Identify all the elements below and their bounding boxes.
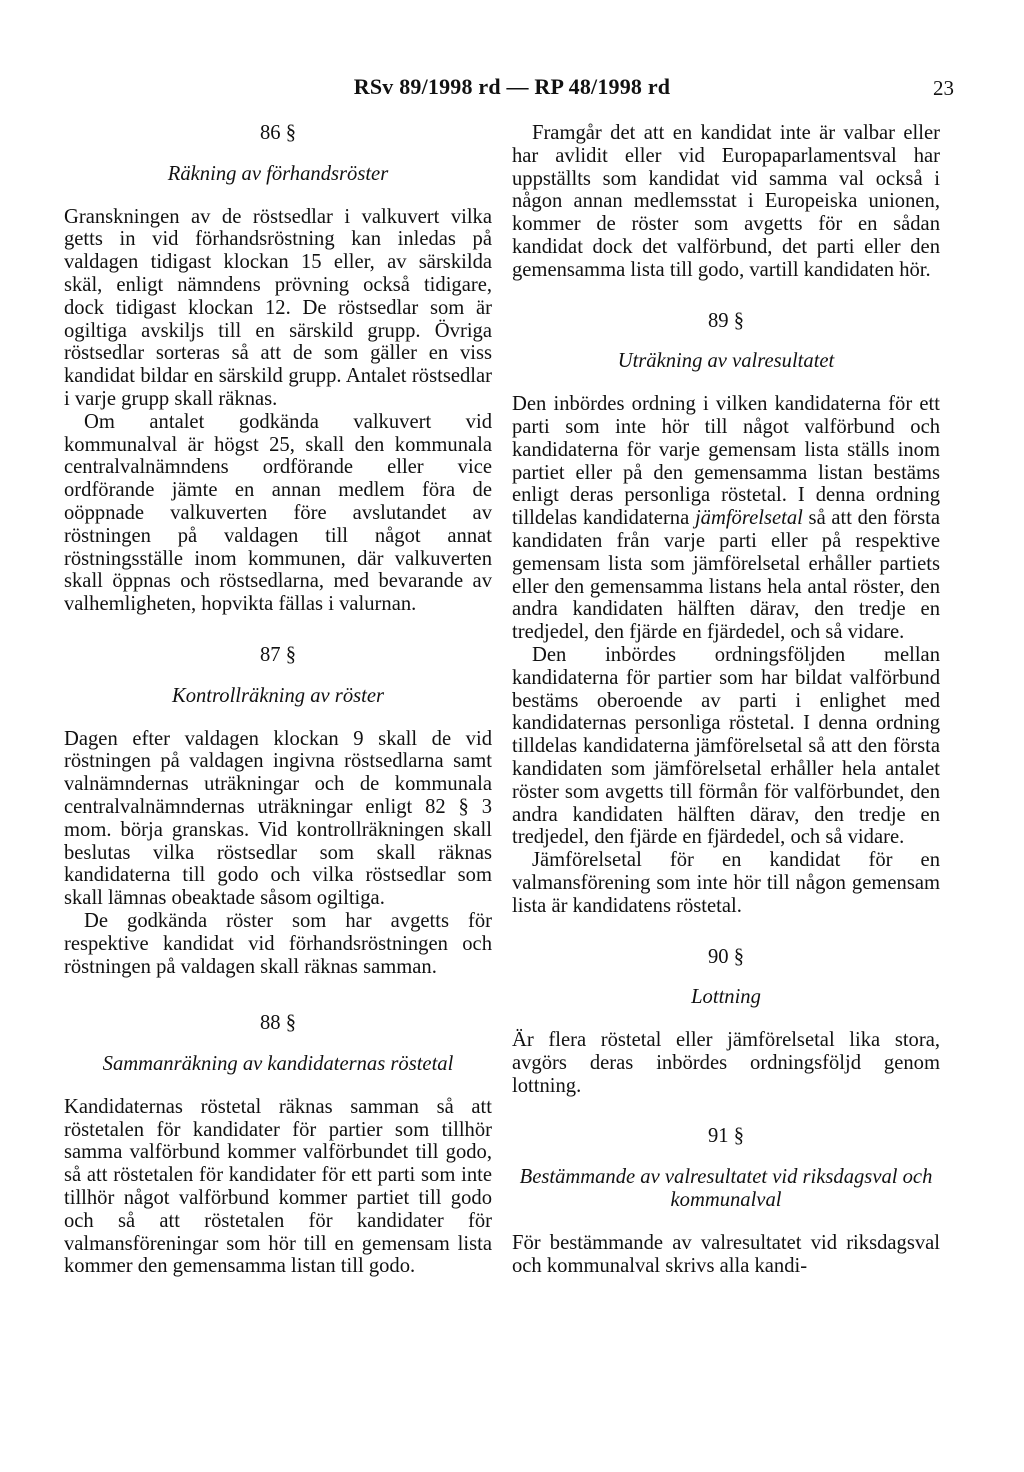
paragraph: Framgår det att en kandidat inte är valbar eller har avlidit eller vid Europaparlamentsval har uppställts som kandidat vid samma val också i någon annan medlemsstat i Europeiska unionen, kommer de röster som avgetts för en sådan kandidat dock det valförbund, det parti eller den gemensamma lista till godo, vartill kandidaten hör. (512, 122, 940, 281)
right-column (512, 122, 940, 1277)
section-heading: Bestämmande av valresultatet vid riksdagsval och kommunalval (519, 1166, 933, 1212)
section-number: 91 § (707, 1125, 745, 1148)
paragraph: Är flera röstetal eller jämförelsetal lika stora, avgörs deras inbördes ordningsföljd genom lottning. (512, 1029, 940, 1097)
section-90 (512, 946, 940, 1098)
section-number: 90 § (707, 945, 745, 968)
running-head: RSv 89/1998 rd — RP 48/1998 rd (353, 74, 671, 99)
paragraph: Om antalet godkända valkuvert vid kommunalval är högst 25, skall den kommunala centralvalnämndens ordförande eller vice ordförande jämte en annan medlem föra de oöppnade valkuverten före avslutandet av röstningen på valdagen till något annat röstningsställe inom kommunen, där valkuverten skall öppnas och röstsedlarna, med bevarande av valhemligheten, hopvikta fällas i valurnan. (64, 410, 492, 616)
section-89 (512, 310, 940, 918)
section-number: 88 § (259, 1012, 297, 1035)
section-number: 89 § (707, 309, 745, 332)
section-heading: Räkning av förhandsröster (167, 162, 389, 185)
section-91 (512, 1125, 940, 1277)
paragraph-text: Den inbördes ordning i vilken kandidaterna för ett parti som inte hör till något valförbund och kandidaterna för varje gemensam lista ställs inom partiet eller på den gemensamma listan bestäms enligt deras personliga röstetal. I denna ordning tilldelas kandidaterna (512, 393, 940, 530)
section-86 (64, 122, 492, 616)
paragraph: Kandidaternas röstetal räknas samman så att röstetalen för kandidater för partier som tillhör samma valförbund kommer valförbundet till godo, så att röstetalen för kandidater för ett parti som inte tillhör något valförbund kommer partiet till godo och så att röstetalen för kandidater för valmansföreningar som hör till en gemensam lista kommer den gemensamma listan till godo. (64, 1095, 492, 1278)
paragraph: För bestämmande av valresultatet vid riksdagsval och kommunalval skrivs alla kandi- (512, 1231, 940, 1277)
paragraph: Den inbördes ordningsföljden mellan kandidaterna för partier som har bildat valförbund bestäms oberoende av parti i enlighet med kandidaternas personliga röstetal. I denna ordning tilldelas kandidaterna jämförelsetal så att den första kandidaten som jämförelsetal erhåller hela antalet röster som avgetts till förmån för valförbundet, den andra kandidaten hälften därav, den tredje en tredjedel, den fjärde en fjärdedel, och så vidare. (512, 643, 940, 849)
paragraph-text: så att den första kandidaten från varje parti eller på respektive gemensam lista som jämförelsetal erhåller partiets eller den gemensamma listans hela antal röster, den andra kandidaten hälften därav, den tredje en tredjedel, den fjärde en fjärdedel, och så vidare. (512, 507, 940, 644)
section-heading: Sammanräkning av kandidaternas röstetal (102, 1053, 454, 1076)
section-88 (64, 1012, 492, 1278)
section-heading: Lottning (691, 986, 761, 1009)
left-column (64, 122, 492, 1278)
section-heading: Uträkning av valresultatet (617, 350, 835, 373)
section-88-continued (512, 122, 940, 282)
paragraph (512, 393, 940, 644)
paragraph: De godkända röster som har avgetts för respektive kandidat vid förhandsröstningen och röstningen på valdagen skall räknas samman. (64, 909, 492, 978)
paragraph: Jämförelsetal för en kandidat för en valmansförening som inte hör till någon gemensam lista är kandidatens röstetal. (512, 849, 940, 917)
emphasized-term: jämförelsetal (694, 507, 803, 530)
section-number: 87 § (259, 643, 297, 666)
page-header (0, 70, 1024, 106)
page-number: 23 (933, 76, 954, 100)
section-number: 86 § (259, 122, 297, 144)
section-87 (64, 644, 492, 978)
section-heading: Kontrollräkning av röster (171, 684, 385, 707)
paragraph: Dagen efter valdagen klockan 9 skall de vid röstningen på valdagen ingivna röstsedlarna samt valnämndernas uträkningar och de kommunala centralvalnämndernas uträkningar enligt 82 § 3 mom. börja granskas. Vid kontrollräkningen skall beslutas vilka röstsedlar som skall räknas kandidaterna till godo och vilka röstsedlar som skall lämnas obeaktade såsom ogiltiga. (64, 727, 492, 910)
paragraph: Granskningen av de röstsedlar i valkuvert vilka getts in vid förhandsröstning kan inledas på valdagen tidigast klockan 15 eller, av särskilda skäl, enligt nämndens prövning också tidigare, dock tidigast klockan 12. De röstsedlar som är ogiltiga avskiljs till en särskild grupp. Övriga röstsedlar sorteras så att de som gäller en viss kandidat bildar en särskild grupp. Antalet röstsedlar i varje grupp skall räknas. (64, 205, 492, 410)
